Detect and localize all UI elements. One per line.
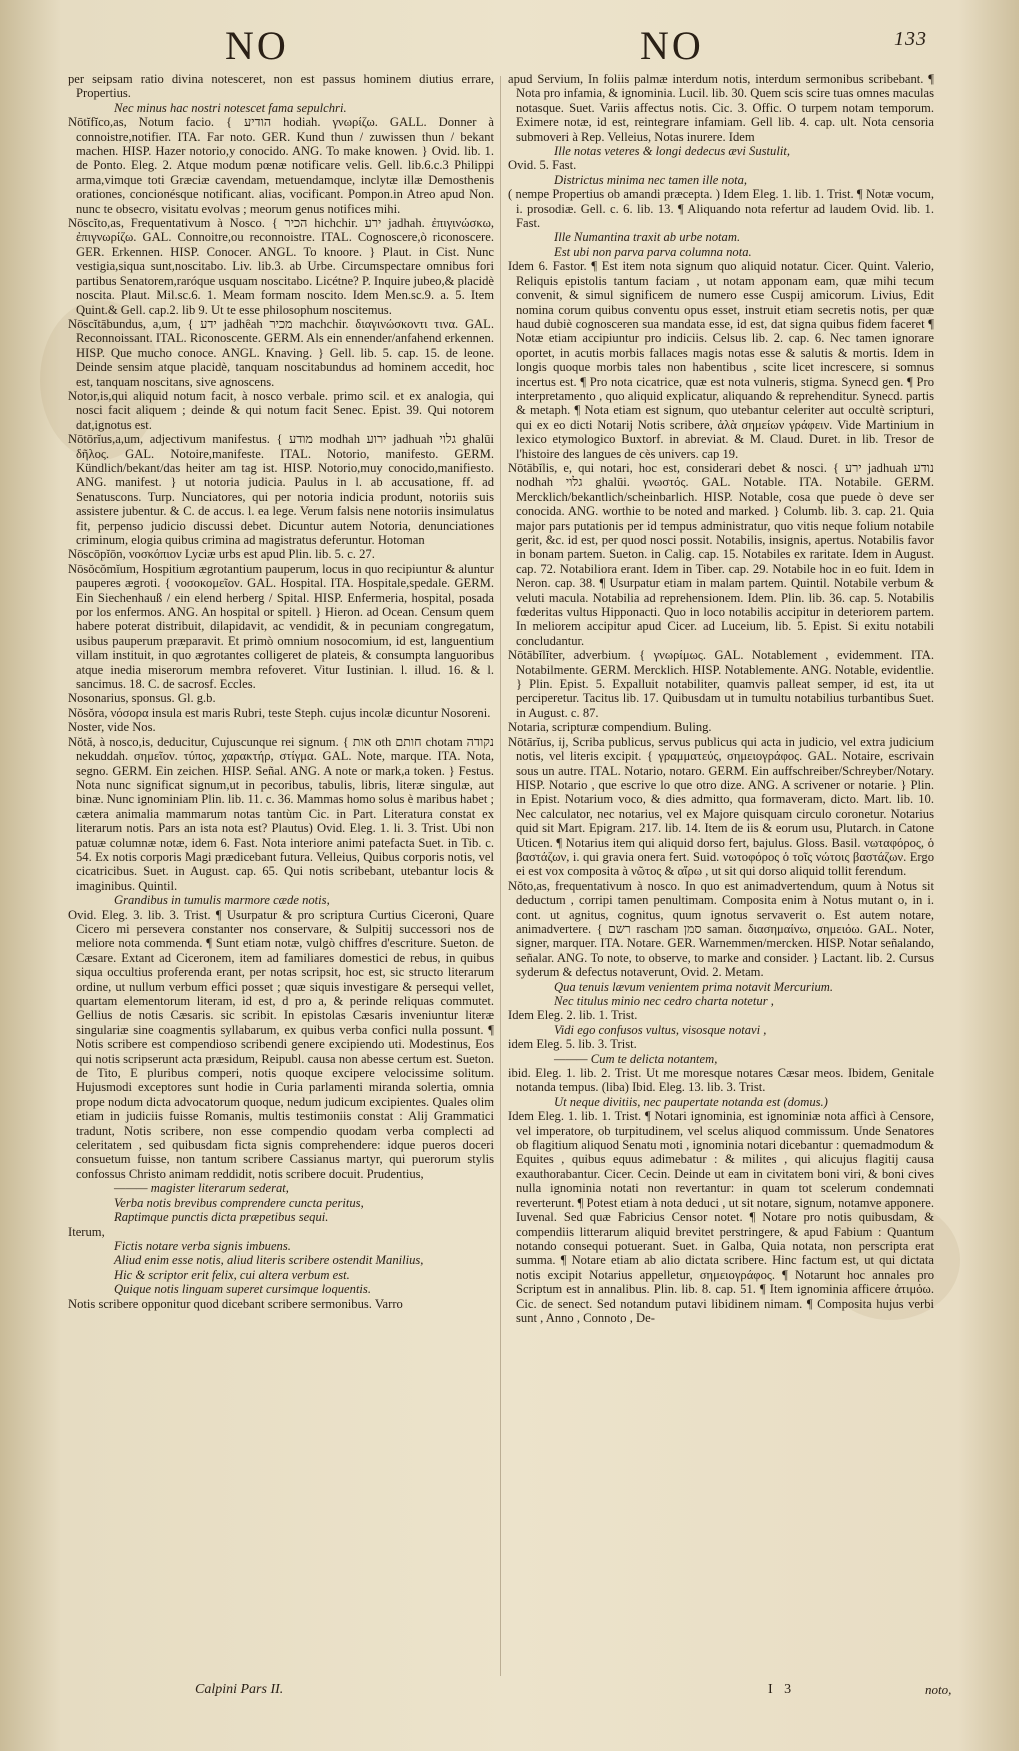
dictionary-entry: Nosonarius, sponsus. Gl. g.b. xyxy=(68,691,216,706)
verse-quotation: Hic & scriptor erit felix, cui altera verbum est. xyxy=(114,1267,350,1282)
dictionary-entry: Notis scribere opponitur quod dicebant scribere sermonibus. Varro xyxy=(68,1296,403,1311)
dictionary-entry: idem Eleg. 5. lib. 3. Trist. xyxy=(508,1037,637,1052)
catchword: noto, xyxy=(925,1682,952,1697)
dictionary-entry: Idem Eleg. 2. lib. 1. Trist. xyxy=(508,1008,638,1023)
dictionary-entry: Nōtārĭus, ij, Scriba publicus, servus publicus qui acta in judicio, vel extra judicium notis, vel literis excipit. { γραμματεύς, σημειογράφος. GAL. Notaire, escrivain sous un autre. ITAL. Notario, notaro. GERM. Ein auffschreiber/Schreyber/Notary. HISP. Notario , que escrive lo que otro dize. ANG. A scrivener or notarie. } Plin. in Epist. Notarium voco, & dies admitto, qua formaveram, dicto. Mart. lib. 10. Nec calculator, nec notarius, vel ex Majore quisquam circulo coronetur. Notarius quid sit Mart. Epigram. 217. lib. 14. Item de iis & eorum usu, Plutarch. in Catone Uticen. ¶ Notarius item qui aliquid dorso fert, bajulus. Gloss. Basil. νωταφόρος, ὁ βαστάζων, i. qui gravia onera fert. Suid. νωτοφόρος ὁ τοῖς νώτοις βαστάζων. Ergo ei est vox composita à νῶτος & αἴρω , ut sit qui dorso aliquid tollit ferendum. xyxy=(508,734,934,879)
page-number: 133 xyxy=(894,28,927,50)
verse-quotation: Vidi ego confusos vultus, visosque notavi , xyxy=(554,1022,767,1037)
dictionary-entry: Nōtōrĭus,a,um, adjectivum manifestus. { מודע modhah ירוע jadhuah גלוי ghalūi δῆλος. GAL. Notoire,manifeste. ITAL. Notorio, manifesto. GERM. Kündlich/bekant/das heiter am tag ist. HISP. Notorio,muy conocido,manifiesto. ANG. manifest. } ut notoria judicia. Paulus in l. ab accusatione, ff. ad Senatuscons. Turp. Nunciatores, qui per notoria indicia produnt, notoriis suis assistere jubentur. & C. de accus. l. ea lege. Verum falsis nene notoriis insimulatus fit, perpenso judicio discussi debet. Dicuntur autem Notoria, denunciationes criminum, elogia quibus crimina ad magistratus deferuntur. Hotoman xyxy=(68,432,494,547)
dictionary-entry: apud Servium, In foliis palmæ interdum notis, interdum sermonibus scribebant. ¶ Nota pro infamia, & ignominia. Lucil. lib. 30. Quem scis scire tuas omnes maculas notasque. Suet. Variis affectus notis. Cic. 3. Offic. O turpem notam temporum. Eximere notæ, id est, reintegrare infamiam. Gell lib. 4. cap. ult. Nota censoria submoveri à Rep. Velleius, Notas inurere. Idem xyxy=(508,72,934,144)
verse-quotation: Grandibus in tumulis marmore cæde notis, xyxy=(114,893,330,908)
dictionary-entry: Notor,is,qui aliquid notum facit, à nosco verbale. primo scil. et ex analogia, qui nosci facit aliquem ; deinde & qui notum facit Senec. Epist. 39. Qui notorem dat,ignotus est. xyxy=(68,388,494,432)
dictionary-entry: Idem Eleg. 1. lib. 1. Trist. ¶ Notari ignominia, est ignominiæ nota afficì à Censore, vel imperatore, ob turpitudinem, vel scelus aliquod commissum. Unde Senatores ob flagitium aliquod Senatu moti , ignominia notari dicebantur : quemadmodum & Equites , quibus equus adimebatur : & milites , qui alicujus flagitij causa exauthorabantur. Cicer. Cecin. Deinde ut eam in civitatem boni viri, & boni cives nulla ignominia notati non revertantur: in quam tot scelerum condemnati reverterunt. ¶ Potest etiam à nota deduci , ut sit notare, signum, notamve apponere. Iuvenal. Sed quæ Fabricius Censor notet. ¶ Notare pro notis quibusdam, & compendiis litterarum aliquid brevitet perstringere, & apud Fabium : Quantum notando consequi potuerant. Suet. in Galba, Quia notata, non perscripta erat summa. ¶ Notare etiam ab alio dictata scribere. Hinc factum est, ut qui dictata notis excipit Notarius appelletur, σημειογράφος. ¶ Notarunt hoc annales pro Scriptum est in annalibus. Plin. lib. 8. cap. 51. ¶ Item ignominia afficere ἀτιμόω. Cic. de senect. Sed notandum putavi libidinem nimam. ¶ Composita hujus verbi sunt , Anno , Connoto , De- xyxy=(508,1109,934,1325)
dictionary-entry: Nōtābĭlĭter, adverbium. { γνωρίμως. GAL. Notablement , evidemment. ITA. Notabilmente. GERM. Mercklich. HISP. Notablemente. ANG. Notable, evidentlie. } Plin. Epist. 5. Expalluit notabiliter, quamvis palleat semper, id est, ita ut perciperetur. Tacitus lib. 17. Quibusdam ut in tumultu notabilius turbantibus Suet. in August. c. 87. xyxy=(508,648,934,720)
verse-quotation: Qua tenuis lævum venientem prima notavit Mercurium. xyxy=(554,979,833,994)
column-divider xyxy=(500,76,501,1676)
verse-quotation: Districtus minima nec tamen ille nota, xyxy=(554,172,748,187)
signature-mark: I 3 xyxy=(768,1682,796,1697)
dictionary-entry: Notaria, scripturæ compendium. Buling. xyxy=(508,720,712,735)
verse-quotation: Est ubi non parva parva columna nota. xyxy=(554,244,752,259)
dictionary-entry: Nŏto,as, frequentativum à nosco. In quo est animadvertendum, quum à Notus sit deductum , corripi tamen penultimam. Composita enim à Notus mutant o, in i. cont. ut agnitus, cognitus, quum ignotus servaverit o. Est autem notare, animadvertere. { רשם rascham סמן saman. διασημαίνω, σημειόω. GAL. Noter, signer, marquer. ITA. Notare. GER. Warnemmen/mercken. HISP. Notar señalando, señalar. ANG. To note, to observe, to marke and consider. } Lactant. lib. 2. Cursus syderum & defectus notaverunt, Ovid. 2. Metam. xyxy=(508,878,934,980)
dictionary-entry: Nōscōpĭōn, νοσκόπιον Lyciæ urbs est apud Plin. lib. 5. c. 27. xyxy=(68,547,375,562)
verse-quotation: Ille Numantina traxit ab urbe notam. xyxy=(554,230,741,245)
dictionary-entry: Nōsŏcŏmĭum, Hospitium ægrotantium pauperum, locus in quo recipiuntur & aluntur pauperes ægroti. { νοσοκομεῖον. GAL. Hospital. ITA. Hospitale,spedale. GERM. Ein Siechenhauß / ein elend herberg / Spital. HISP. Enfermeria, hospital, posada por los enfermos. ANG. An hospital or spitell. } Hieron. ad Ocean. Censum quem habere poterat distribuit, dilapidavit, ac vendidit, & in pecuniam congregatum, usibus pauperum præparavit. Et primò omnium nosocomium, id est, languentium villam instituit, in quo ægrotantes colligeret de plateis, & consumpta languoribus atque inedia miserorum membra refoveret. Vitur Iustinian. l. illud. 16. & l. sancimus. 18. C. de sacrosf. Eccles. xyxy=(68,561,494,692)
verse-quotation: Ille notas veteres & longi dedecus ævi Sustulit, xyxy=(554,144,790,159)
verse-quotation: Aliud enim esse notis, aliud literis scribere ostendit Manilius, xyxy=(114,1253,424,1268)
dictionary-entry: ( nempe Propertius ob amandi præcepta. ) Idem Eleg. 1. lib. 1. Trist. ¶ Notæ vocum, i. prosodiæ. Gell. c. 6. lib. 13. ¶ Aliquando nota refertur ad laudem Ovid. lib. 1. Fast. xyxy=(508,187,934,231)
verse-quotation: Verba notis brevibus comprendere cuncta peritus, xyxy=(114,1195,364,1210)
signature-line: Calpini Pars II. xyxy=(195,1682,284,1697)
dictionary-entry: Noster, vide Nos. xyxy=(68,720,156,735)
verse-quotation: Raptimque punctis dicta præpetibus sequi. xyxy=(114,1210,329,1225)
verse-quotation: ——— Cum te delicta notantem, xyxy=(554,1051,718,1066)
dictionary-entry: ibid. Eleg. 1. lib. 2. Trist. Ut me moresque notares Cæsar meos. Ibidem, Genitale notanda tempus. (liba) Ibid. Eleg. 13. lib. 3. Trist. xyxy=(508,1066,934,1095)
dictionary-entry: Nōtĭfĭco,as, Notum facio. { הודיע hodiah. γνωρίζω. GALL. Donner à connoistre,notifier. ITA. Far noto. GER. Kund thun / zuwissen thun / bekant machen. HISP. Hazer notorio,y conocido. ANG. To make knowen. } Ovid. lib. 1. de Ponto. Eleg. 2. Atque modum pœnæ notificare velis. Gell. lib.6.c.3 Philippi arma,vimque toti Græciæ cavendam, metuendamque, inclytæ illæ Demosthenis orationes, concionésque notificant. alias, vocificant. Pompon.in Atreo apud Non. nunc te obsecro, visitatu evolvas ; meorum genus notifices mihi. xyxy=(68,115,494,216)
dictionary-entry: Nŏsŏra, νόσορα insula est maris Rubri, teste Steph. cujus incolæ dicuntur Nosoreni. xyxy=(68,705,491,720)
dictionary-entry: Nōscĭtābundus, a,um, { ידע jadhêah מכיר machchir. διαγινώσκοντι τινα. GAL. Reconnoissant. ITAL. Riconoscente. GERM. Als ein ennender/anfahend erkennen. HISP. Que mucho conoce. ANGL. Knaving. } Gell. lib. 5. cap. 15. de leone. Deinde sensim atque placidè, tanquam noscitabundus ad hominem accedit, hoc est, tanquam noscitans, sive agnoscens. xyxy=(68,316,494,389)
verse-quotation: Fictis notare verba signis imbuens. xyxy=(114,1238,291,1253)
dictionary-entry: Ovid. 5. Fast. xyxy=(508,158,577,173)
left-column xyxy=(68,72,494,1667)
dictionary-entry: Idem 6. Fastor. ¶ Est item nota signum quo aliquid notatur. Cicer. Quint. Valerio, Reliquis epistolis tantum faciam , ut notam apponam eam, quæ mihi tecum convenit, & simul significem de numero esse Cuspij amicorum. Livius, Edit nomina corum quibus conventu opus esset, instruit etiam secretis notis, per quæ haud dubiè cognosceren sua mandata esse, id est, dat signa quibus fidem faceret ¶ Notæ etiam accipiuntur pro indiciis. Celsus lib. 2. cap. 6. Nec tamen ignorare oportet, in acutis morbis fallaces magis notas esse & salutis & mortis. Idem in longis quoque morbis tales non habentibus , scite licet increscere, si somnus incertus est. ¶ Pro nota cicatrice, quæ est nota vulneris, stigma. Synecd gen. ¶ Pro interpretamento , quo aliquid explicatur, aliquando & reprehenditur. Synecd. partis & metaph. ¶ Nota etiam est signum, quo utebantur celeriter aut occultè scripturi, qui ex eo dicti Notarij Notis scribere, ἀλὰ σημείων γράφειν. Vide Martinium in lexico etymologico Buxtorf. in abreviat. & M. Claud. Duret. in lib. Tresor de l'histoire des langues de cès univers. cap 19. xyxy=(508,259,934,461)
verse-quotation: Quique notis linguam superet cursimque loquentis. xyxy=(114,1282,371,1297)
running-head-right: NO xyxy=(640,23,704,68)
dictionary-entry: per seipsam ratio divina notesceret, non est passus hominem diutius errare, Propertius. xyxy=(68,72,494,101)
dictionary-entry: Nōscĭto,as, Frequentativum à Nosco. { הכיר hichchir. ירע jadhah. ἐπιγινώσκω, ἐπιγνωρίζω. GAL. Connoitre,ou reconnoistre. ITAL. Cognoscere,ò riconoscere. GER. Erkennen. HISP. Conocer. ANGL. To knoore. } Plaut. in Cist. Nunc vestigia,siqua sunt,noscitabo. Liv. lib.3. ab Urbe. Circumspectare omnibus fori partibus Senatorem,raróque usquam noscitabo. Licétne? P. Inquire jubeo,& placidè noscita. Plaut. Mil.sc.6. 1. Meam formam noscito. Idem Men.sc.9. a. 5. Item Quint.& Gell. cap.2. lib 9. Ut te esse philosophum noscitemus. xyxy=(68,216,494,317)
dictionary-entry: Nōtābĭlis, e, qui notari, hoc est, considerari debet & nosci. { ירע jadhuah נודע nodhah גלוי ghalūi. γνωστός. GAL. Notable. ITA. Notabile. GERM. Mercklich/bekantlich/scheinbarlich. HISP. Notable, cosa que puede ò deve ser conocida. ANG. worthie to be noted and marked. } Columb. lib. 3. cap. 21. Quia major pars putationis per id tempus administratur, quo vitis neque folium notabile gerit, &c. id est, per quod nosci possit. Notabilis, insignis, apertus. Notabilis favor in bonam partem. Sueton. in Calig. cap. 15. Notabiles ex raritate. Idem in August. cap. 72. Notabiliora erant. Idem in Tiber. cap. 29. Notabile hoc in eo fuit. Idem in Neron. cap. 38. ¶ Usurpatur etiam in malam partem. Quintil. Notabile verbum & veluti macula. Notabilia ad reprehensionem. Idem. Plin. lib. 36. cap. 5. Notabilis fœderitas vultus Hipponacti. Quo in loco notabilis accipitur in deteriorem partem. In meliorem accipitur apud Cicer. ad Luceium, lib. 5. Epist. Si exitu notabili concludantur. xyxy=(508,460,934,648)
right-column xyxy=(508,72,934,1667)
verse-quotation: Nec minus hac nostri notescet fama sepulchri. xyxy=(114,100,347,115)
dictionary-entry: Ovid. Eleg. 3. lib. 3. Trist. ¶ Usurpatur & pro scriptura Curtius Ciceroni, Quare Cicero mi persevera constanter nos conservare, & Sulpitij successori nos de meliore nota commenda. ¶ Sunt etiam notæ, vulgò chiffres d'escriture. Sueton. de Cæsare. Extant ad Ciceronem, item ad familiares domestici de rebus, in quibus siqua occultius proferenda erant, per notas scripsit, hoc est, sic structo literarum ordine, ut nullum verbum effici posset ; quæ siquis investigare & persequi vellet, quartam elementorum literam, id est, d pro a, & perinde reliquas commutet. Gellius de notis Cæsaris. sic scribit. In epistolas Cæsaris inveniuntur literæ singulariæ sine coagmentis syllabarum, ex quibus verba confici nulla possunt. ¶ Notis scribere est compendioso scribendi genere excipiendo uti. Modestinus, Eos qui notis scripserunt acta præsidum, Reipubl. causa non abesse certum est. Sueton. de Tito, E pluribus comperi, notis quoque excipere velocissime solitum. Hujusmodi exceptores sunt hodie in Curia parlamenti miranda solertia, omnia prope nodum dicta advocatorum quoque, nedum judicum excipientes. Quales olim etiam in judiciis fuisse Romanis, multis testimoniis constat : Alij Grammatici tradunt, Notis scribere, non esse compendio quodam verba complecti ad celeritatem , sed quibusdam ficta signis comprehendere: idque pueros doceri consuetum fuisse, non tantum scribere Cassianus martyr, qui puerorum stylis confossus Christo animam reddidit, notis scribere docuit. Prudentius, xyxy=(68,907,494,1181)
running-head-left: NO xyxy=(225,23,289,68)
verse-quotation: ——— magister literarum sederat, xyxy=(114,1181,289,1196)
dictionary-entry: Nŏtă, à nosco,is, deducitur, Cujuscunque rei signum. { אות oth חותם chotam נקודה nekuddah. σημεῖον. τύπος, χαρακτήρ, στίγμα. GAL. Note, marque. ITA. Nota, segno. GERM. Ein zeichen. HISP. Señal. ANG. A note or mark,a token. } Festus. Nota nunc significat signum,ut in pecoribus, tabulis, libris, literæ singulæ, aut binæ. Nunc ignominiam Plin. lib. 11. c. 36. Mammas homo solus è maribus habet ; cætera animalia mammarum notas tantùm Cic. in Part. Literatura constat ex literarum notis. Pars an ista nota est? Plautus) Ovid. Eleg. 1. li. 3. Trist. Ubi non patuæ columnæ notæ, idem 6. Fast. Nota interiore animi patefacta Suet. in Tib. c. 54. Ex notis corporis Magi prædicebant futura. Velleius, Quibus corporis notis, vel cicatricibus. Suet. in August. cap. 65. Qui notis scribebant, utebantur locis & imaginibus. Quintil. xyxy=(68,734,494,893)
verse-quotation: Nec titulus minio nec cedro charta notetur , xyxy=(554,994,774,1008)
verse-quotation: Ut neque divitiis, nec paupertate notanda est (domus.) xyxy=(554,1094,828,1109)
dictionary-entry: Iterum, xyxy=(68,1224,105,1239)
